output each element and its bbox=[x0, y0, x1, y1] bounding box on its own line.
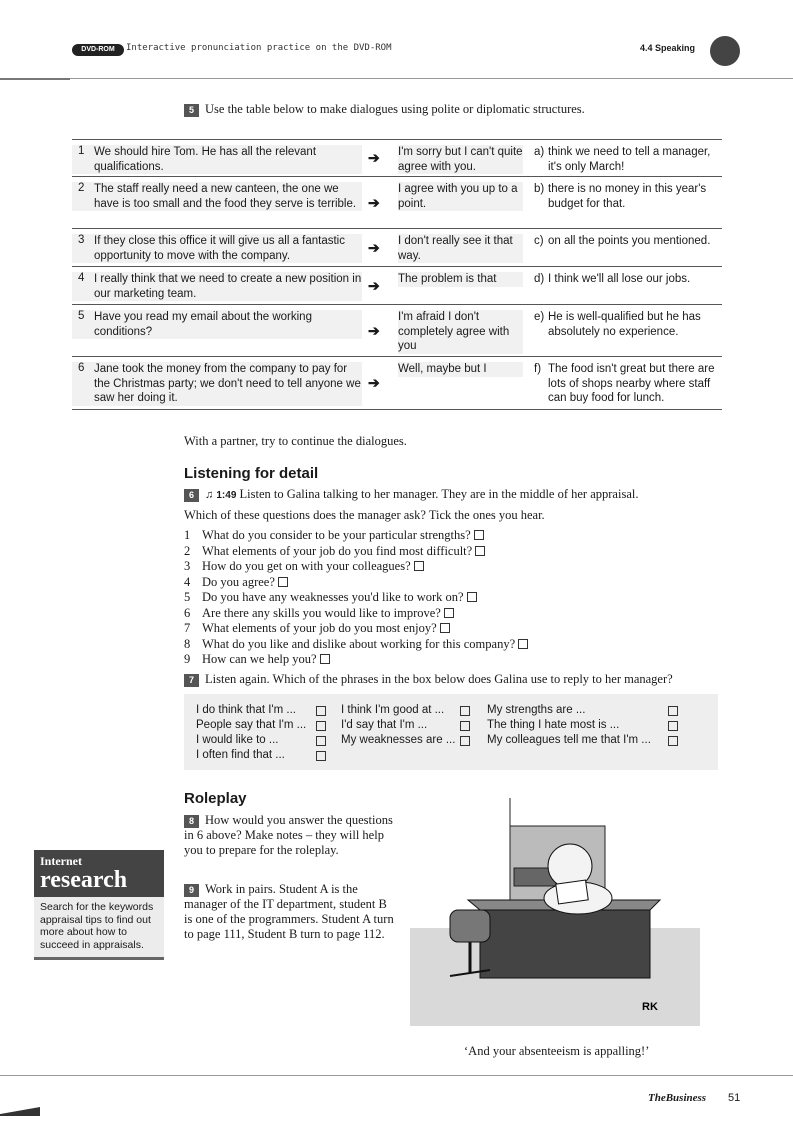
arrow-icon: ➔ bbox=[368, 277, 380, 293]
section-label: 4.4 Speaking bbox=[640, 43, 696, 53]
tick-checkbox[interactable] bbox=[668, 736, 678, 746]
tick-checkbox[interactable] bbox=[467, 592, 477, 602]
tick-checkbox[interactable] bbox=[316, 736, 326, 746]
row-response: I agree with you up to a point. bbox=[398, 182, 523, 211]
table-row bbox=[72, 139, 722, 176]
list-item: 5 Do you have any weaknesses you'd like to work on? bbox=[184, 590, 528, 606]
header-rule bbox=[0, 78, 793, 79]
table-row bbox=[72, 304, 722, 356]
question-list bbox=[184, 528, 528, 668]
row-number: 1 bbox=[78, 145, 85, 157]
ex7-instruction-text: Listen again. Which of the phrases in the box below does Galina use to reply to her manager? bbox=[205, 672, 673, 686]
tick-checkbox[interactable] bbox=[475, 546, 485, 556]
row-letter: c) bbox=[534, 235, 544, 247]
listening-heading: Listening for detail bbox=[184, 465, 319, 482]
corner-decoration bbox=[0, 1100, 40, 1116]
tick-checkbox[interactable] bbox=[320, 654, 330, 664]
phrase-item: My strengths are ... bbox=[487, 704, 585, 716]
row-ending: He is well-qualified but he has absolutely no experience. bbox=[548, 311, 701, 338]
ex6-intro-text: Listen to Galina talking to her manager. They are in the middle of her appraisal. bbox=[239, 487, 639, 501]
internet-research-title: Internet research bbox=[34, 850, 164, 897]
row-number: 3 bbox=[78, 234, 85, 246]
table-row bbox=[72, 266, 722, 304]
question-text: Do you have any weaknesses you'd like to work on? bbox=[202, 590, 464, 604]
exercise-number: 9 bbox=[184, 884, 199, 897]
tick-checkbox[interactable] bbox=[316, 751, 326, 761]
table-row bbox=[72, 176, 722, 228]
tick-checkbox[interactable] bbox=[316, 721, 326, 731]
list-item: 6 Are there any skills you would like to improve? bbox=[184, 606, 528, 622]
list-item: 9 How can we help you? bbox=[184, 652, 528, 668]
table-row bbox=[72, 228, 722, 266]
row-response: Well, maybe but I bbox=[398, 362, 523, 377]
ex5-instruction-text: Use the table below to make dialogues using polite or diplomatic structures. bbox=[205, 102, 585, 116]
row-response: I don't really see it that way. bbox=[398, 234, 523, 263]
row-ending: there is no money in this year's budget for that. bbox=[548, 183, 707, 210]
row-letter: a) bbox=[534, 146, 545, 158]
phrase-item: I'd say that I'm ... bbox=[341, 719, 427, 731]
tick-checkbox[interactable] bbox=[316, 706, 326, 716]
ex6-question: Which of these questions does the manager ask? Tick the ones you hear. bbox=[184, 508, 545, 522]
row-statement: The staff really need a new canteen, the one we have is too small and the food they serve is terrible. bbox=[94, 183, 357, 210]
question-text: What do you consider to be your particular strengths? bbox=[202, 528, 471, 542]
question-text: How do you get on with your colleagues? bbox=[202, 559, 411, 573]
phrase-item: I would like to ... bbox=[196, 734, 278, 746]
audio-track: 1:49 bbox=[216, 490, 237, 501]
page-header bbox=[0, 36, 793, 76]
arrow-icon: ➔ bbox=[368, 194, 380, 210]
tick-checkbox[interactable] bbox=[414, 561, 424, 571]
tick-checkbox[interactable] bbox=[474, 530, 484, 540]
row-letter: f) bbox=[534, 363, 542, 375]
dialogue-table bbox=[72, 139, 722, 410]
exercise-number: 6 bbox=[184, 489, 199, 502]
ex9-text: 9 Work in pairs. Student A is the manager of the IT department, student B is one of the programmers. Student A turn to page 111, Student B turn to page 112. bbox=[184, 882, 394, 941]
footer-rule bbox=[0, 1075, 793, 1076]
tick-checkbox[interactable] bbox=[440, 623, 450, 633]
section-dot-icon bbox=[710, 36, 740, 66]
tick-checkbox[interactable] bbox=[444, 608, 454, 618]
phrase-item: The thing I hate most is ... bbox=[487, 719, 619, 731]
dvd-rom-badge: DVD-ROM bbox=[72, 44, 124, 56]
phrase-item: My weaknesses are ... bbox=[341, 734, 455, 746]
ex5-followup: With a partner, try to continue the dialogues. bbox=[184, 434, 407, 448]
row-statement: I really think that we need to create a new position in our marketing team. bbox=[94, 273, 362, 300]
row-statement: Jane took the money from the company to pay for the Christmas party; we don't need to tell anyone we saw her doing it. bbox=[94, 363, 361, 404]
arrow-icon: ➔ bbox=[368, 239, 380, 255]
row-number: 4 bbox=[78, 272, 85, 284]
audio-icon: ♫ bbox=[205, 489, 214, 501]
tick-checkbox[interactable] bbox=[460, 736, 470, 746]
cartoon-caption: ‘And your absenteeism is appalling!’ bbox=[464, 1044, 650, 1058]
tick-checkbox[interactable] bbox=[518, 639, 528, 649]
phrase-item: I often find that ... bbox=[196, 749, 285, 761]
table-row bbox=[72, 356, 722, 410]
tick-checkbox[interactable] bbox=[278, 577, 288, 587]
row-number: 6 bbox=[78, 362, 85, 374]
tick-checkbox[interactable] bbox=[668, 706, 678, 716]
row-ending: I think we'll all lose our jobs. bbox=[548, 273, 691, 285]
question-text: How can we help you? bbox=[202, 652, 317, 666]
row-letter: e) bbox=[534, 311, 545, 323]
ex6-intro bbox=[184, 487, 638, 502]
header-rule-accent bbox=[0, 78, 70, 80]
page-number: 51 bbox=[728, 1092, 741, 1104]
row-number: 2 bbox=[78, 182, 85, 194]
row-ending: think we need to tell a manager, it's only March! bbox=[548, 146, 711, 173]
arrow-icon: ➔ bbox=[368, 149, 380, 166]
ex5-instruction bbox=[184, 102, 585, 117]
exercise-number: 5 bbox=[184, 104, 199, 117]
row-ending: on all the points you mentioned. bbox=[548, 235, 711, 247]
question-text: What elements of your job do you most enjoy? bbox=[202, 621, 437, 635]
ex8-text: 8 How would you answer the questions in 6 above? Make notes – they will help you to prepare for the roleplay. bbox=[184, 813, 393, 857]
ex7-instruction bbox=[184, 672, 673, 687]
row-response: The problem is that bbox=[398, 272, 523, 287]
question-text: What elements of your job do you find most difficult? bbox=[202, 543, 473, 558]
row-letter: d) bbox=[534, 273, 545, 285]
phrase-item: I do think that I'm ... bbox=[196, 704, 296, 716]
row-letter: b) bbox=[534, 183, 545, 195]
exercise-number: 8 bbox=[184, 815, 199, 828]
phrase-item: My colleagues tell me that I'm ... bbox=[487, 734, 651, 746]
tick-checkbox[interactable] bbox=[668, 721, 678, 731]
roleplay-heading: Roleplay bbox=[184, 790, 247, 807]
question-text: What do you like and dislike about working for this company? bbox=[202, 636, 516, 651]
row-ending: The food isn't great but there are lots of shops nearby where staff can buy food for lunch. bbox=[548, 363, 715, 404]
arrow-icon: ➔ bbox=[368, 322, 380, 338]
brand-logo: TheBusiness bbox=[648, 1092, 707, 1104]
phrase-item: People say that I'm ... bbox=[196, 719, 306, 731]
cartoon-illustration bbox=[410, 798, 700, 1026]
cartoon-signature: RK bbox=[642, 1001, 658, 1013]
list-item: 2 What elements of your job do you find most difficult? bbox=[184, 544, 528, 560]
row-statement: We should hire Tom. He has all the relevant qualifications. bbox=[94, 146, 317, 173]
question-text: Are there any skills you would like to improve? bbox=[202, 605, 441, 620]
row-response: I'm afraid I don't completely agree with you bbox=[398, 310, 523, 354]
list-item: 4 Do you agree? bbox=[184, 575, 528, 591]
tick-checkbox[interactable] bbox=[460, 721, 470, 731]
list-item: 3 How do you get on with your colleagues? bbox=[184, 559, 528, 575]
list-item: 7 What elements of your job do you most enjoy? bbox=[184, 621, 528, 637]
header-text: Interactive pronunciation practice on the DVD-ROM bbox=[126, 43, 392, 53]
list-item: 8 What do you like and dislike about working for this company? bbox=[184, 637, 528, 653]
phrase-box bbox=[184, 694, 718, 770]
internet-research-box bbox=[34, 850, 164, 960]
exercise-number: 7 bbox=[184, 674, 199, 687]
arrow-icon: ➔ bbox=[368, 374, 380, 391]
row-statement: If they close this office it will give us all a fantastic opportunity to move with the company. bbox=[94, 235, 345, 262]
list-item: 1 What do you consider to be your particular strengths? bbox=[184, 528, 528, 544]
internet-research-body: Search for the keywords appraisal tips to find out more about how to succeed in appraisals. bbox=[34, 897, 164, 960]
question-text: Do you agree? bbox=[202, 574, 275, 589]
tick-checkbox[interactable] bbox=[460, 706, 470, 716]
row-statement: Have you read my email about the working conditions? bbox=[94, 311, 312, 338]
row-response: I'm sorry but I can't quite agree with you. bbox=[398, 146, 523, 173]
row-number: 5 bbox=[78, 310, 85, 322]
phrase-item: I think I'm good at ... bbox=[341, 704, 444, 716]
